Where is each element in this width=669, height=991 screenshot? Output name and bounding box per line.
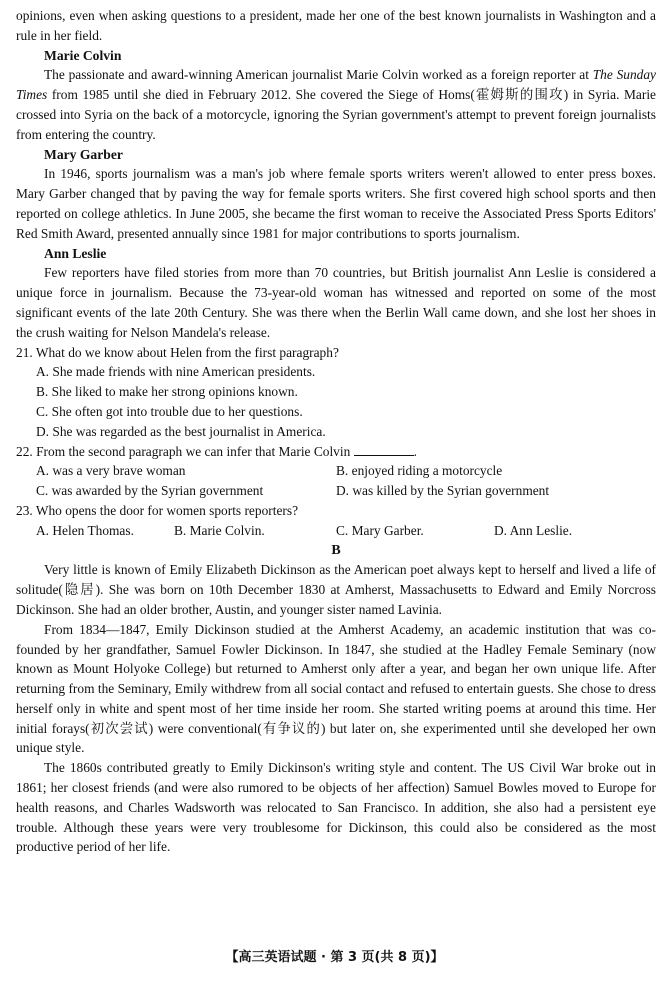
question-21-stem: 21. What do we know about Helen from the first paragraph? [16,344,339,360]
page-footer: 【高三英语试题 · 第 3 页(共 8 页)】 [225,950,444,965]
helen-paragraph-tail: opinions, even when asking questions to a president, made her one of the best known journalists in Washington and a rule in her field. [16,8,656,43]
question-22-stem [16,442,656,462]
q21-option-c: C. She often got into trouble due to her questions. [36,403,303,419]
heading-mary-garber: Mary Garber [44,146,123,162]
colvin-text-2: from 1985 until she died in February 2012. She covered the Siege of Homs(霍姆斯的围攻) in Syria. Marie crossed into Syria on the back of a motorcycle, ignoring the Syrian government's attempt to prevent foreign journalists from entering the country. [16,87,656,142]
heading-ann-leslie: Ann Leslie [44,245,107,261]
q23-options-row [16,521,656,541]
section-b-label: B [331,542,341,558]
dickinson-paragraph-3: The 1860s contributed greatly to Emily Dickinson's writing style and content. The US Civil War broke out in 1861; her closest friends (and were also rumored to be objects of her affection) Samuel Bowles moved to Europe for health reasons, and Charles Wadsworth was relocated to San Francisco. In addition, she also had a persistent eye trouble. Although these years were very troublesome for Dickinson, this could also be considered as the most productive period of her life. [16,760,656,855]
q22-option-c: C. was awarded by the Syrian government [36,483,264,499]
answer-blank [354,443,414,456]
heading-marie-colvin: Marie Colvin [44,47,122,63]
q23-option-d: D. Ann Leslie. [494,522,573,538]
q22-stem-text: 22. From the second paragraph we can infer that Marie Colvin [16,443,351,459]
q21-option-d: D. She was regarded as the best journalist in America. [36,423,326,439]
leslie-paragraph: Few reporters have filed stories from more than 70 countries, but British journalist Ann Leslie is considered a unique force in journalism. Because the 73-year-old woman has witnessed and reported on some of the most significant events of the late 20th Century. She was there when the Berlin Wall came down, and she lost her shoes in the crush waiting for Nelson Mandela's release. [16,265,656,340]
question-23-stem: 23. Who opens the door for women sports reporters? [16,502,299,518]
dickinson-paragraph-1: Very little is known of Emily Elizabeth Dickinson as the American poet always kept to herself and lived a life of solitude(隐居). She was born on 10th December 1830 at Amherst, Massachusetts to Edward and Emily Norcross Dickinson. She had an older brother, Austin, and younger sister named Lavinia. [16,562,656,617]
q22-option-b: B. enjoyed riding a motorcycle [336,463,503,479]
q22-stem-end: . [413,443,418,459]
q22-options-row-2 [16,481,656,501]
q22-option-a: A. was a very brave woman [36,463,186,479]
publication-name: The Sunday Times [16,67,657,103]
q21-option-b: B. She liked to make her strong opinions known. [36,384,298,400]
colvin-text-1: The passionate and award-winning American journalist Marie Colvin worked as a foreign reporter at [44,67,593,83]
exam-page [16,6,656,857]
q23-option-c: C. Mary Garber. [336,522,424,538]
garber-paragraph: In 1946, sports journalism was a man's job where female sports writers weren't allowed to enter press boxes. Mary Garber changed that by paving the way for female sports writers. She first covered high school sports and then reported on college athletics. In June 2005, she became the first woman to receive the Associated Press Sports Editors' Red Smith Award, presented annually since 1981 for major contributions to sports journalism. [16,166,656,241]
colvin-paragraph [16,65,656,144]
q23-option-b: B. Marie Colvin. [174,522,265,538]
dickinson-paragraph-2: From 1834—1847, Emily Dickinson studied at the Amherst Academy, an academic institution that was co-founded by her grandfather, Samuel Fowler Dickinson. In 1847, she studied at the Hadley Female Seminary (now known as Mount Holyoke College) but returned to Amherst only after a year, and began her own unique life. After returning from the Seminary, Emily withdrew from all social contact and refused to entertain guests. She chose to dress herself only in white and spent most of her time inside her room. She started writing poems at around this time. Her initial forays(初次尝试) were conventional(有争议的) but later on, she experimented until she developed her own unique style. [16,621,656,756]
q21-option-a: A. She made friends with nine American presidents. [36,364,316,380]
q22-options-row-1 [16,461,656,481]
q22-option-d: D. was killed by the Syrian government [336,483,550,499]
q23-option-a: A. Helen Thomas. [36,522,134,538]
